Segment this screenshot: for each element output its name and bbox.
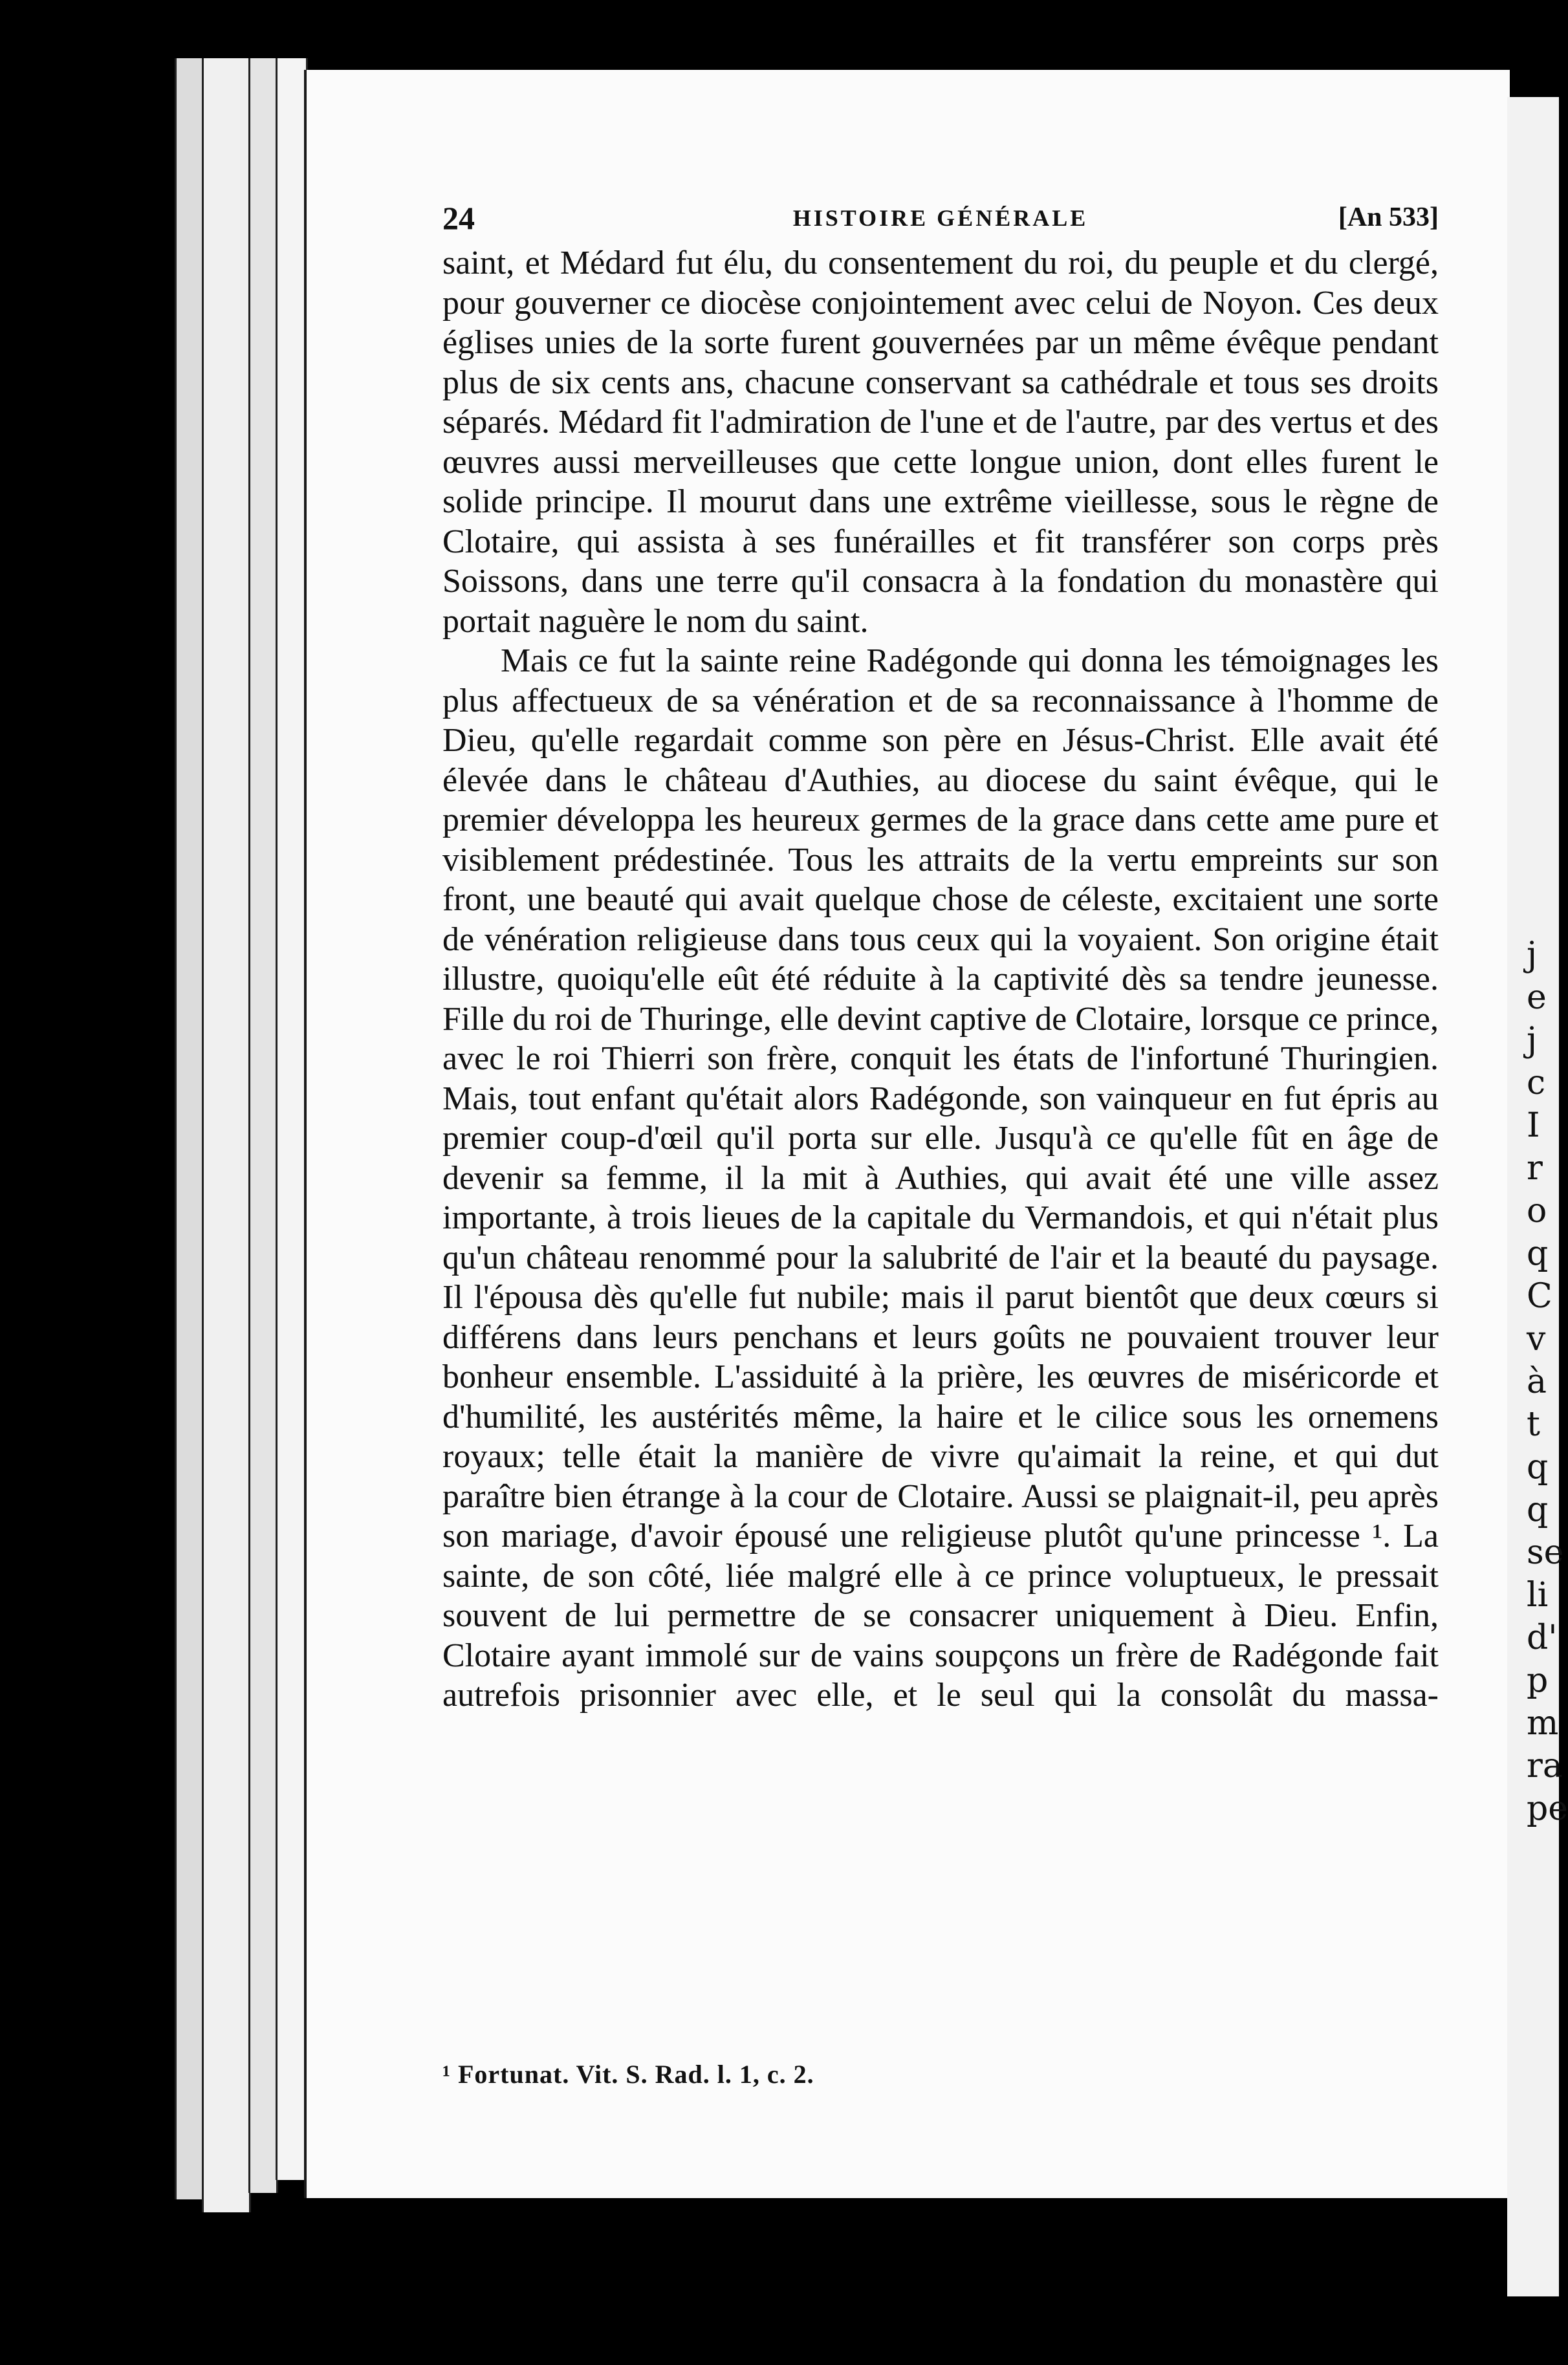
- book-page: [304, 70, 1510, 2198]
- page-edge: [276, 58, 308, 2180]
- adjacent-page-fragment: q: [1527, 1234, 1549, 1273]
- body-text: [442, 243, 1439, 1716]
- page-edge: [175, 58, 204, 2199]
- adjacent-page-fragment: ra: [1527, 1747, 1563, 1785]
- adjacent-page-fragment: p: [1527, 1661, 1549, 1700]
- adjacent-page-fragment: c: [1527, 1063, 1546, 1102]
- adjacent-page-fragment: à: [1527, 1362, 1547, 1401]
- adjacent-page-fragment: v: [1527, 1320, 1546, 1358]
- page-number: 24: [442, 200, 475, 236]
- adjacent-page-fragment: C: [1527, 1277, 1552, 1316]
- adjacent-page-fragment: j: [1527, 1021, 1538, 1060]
- adjacent-page-fragment: j: [1527, 935, 1538, 974]
- adjacent-page-fragment: pe: [1527, 1789, 1568, 1828]
- footnote: ¹ Fortunat. Vit. S. Rad. l. 1, c. 2.: [442, 2060, 814, 2089]
- adjacent-page-strip: [1507, 97, 1568, 2296]
- adjacent-page-fragment: I: [1527, 1106, 1540, 1145]
- paragraph: saint, et Médard fut élu, du consentement du roi, du peuple et du clergé, pour gouverner ce diocèse conjointement avec celui de Noyon. Ces deux églises unies de la sorte furent gouvernées par un même évêque pendant plus de six cents ans, chacune conservant sa cathédrale et tous ses droits séparés. Médard fit l'admiration de l'une et de l'autre, par des vertus et des œuvres aussi merveilleuses que cette longue union, dont elles furent le solide principe. Il mourut dans une extrême vieillesse, sous le règne de Clotaire, qui assista à ses funérailles et fit transférer son corps près Soissons, dans une terre qu'il consacra à la fondation du monastère qui portait naguère le nom du saint.: [442, 245, 1439, 640]
- adjacent-page-fragment: li: [1527, 1576, 1549, 1615]
- paragraph: Mais ce fut la sainte reine Radégonde qui donna les témoignages les plus affectueux de sa vénération et de sa reconnaissance à l'homme de Dieu, qu'elle regardait comme son père en Jésus-Christ. Elle avait été élevée dans le château d'Authies, au diocese du saint évêque, qui le premier développa les heureux germes de la grace dans cette ame pure et visiblement prédestinée. Tous les attraits de la vertu empreints sur son front, une beauté qui avait quelque chose de céleste, excitaient une sorte de vénération religieuse dans tous ceux qui la voyaient. Son origine était illustre, quoiqu'elle eût été réduite à la captivité dès sa tendre jeunesse. Fille du roi de Thuringe, elle devint captive de Clotaire, lorsque ce prince, avec le roi Thierri son frère, conquit les états de l'infortuné Thuringien. Mais, tout enfant qu'était alors Radégonde, son vainqueur en fut épris au premier coup-d'œil qu'il porta sur elle. Jusqu'à ce qu'elle fût en âge de devenir sa femme, il la mit à Authies, qui avait été une ville assez importante, à trois lieues de la capitale du Vermandois, et qui n'était plus qu'un château renommé pour la salubrité de l'air et la beauté du paysage. Il l'épousa dès qu'elle fut nubile; mais il parut bientôt que deux cœurs si différens dans leurs penchans et leurs goûts ne pouvaient trouver leur bonheur ensemble. L'assiduité à la prière, les œuvres de miséricorde et d'humilité, les austérités même, la haire et le cilice sous les ornemens royaux; telle était la manière de vivre qu'aimait la reine, et qui dut paraître bien étrange à la cour de Clotaire. Aussi se plaignait-il, peu après son mariage, d'avoir épousé une religieuse plutôt qu'une princesse ¹. La sainte, de son côté, liée malgré elle à ce prince voluptueux, le pressait souvent de lui permettre de se consacrer uniquement à Dieu. Enfin, Clotaire ayant immolé sur de vains soupçons un frère de Radégonde fait autrefois prisonnier avec elle, et le seul qui la consolât du massa-: [442, 642, 1439, 1714]
- adjacent-page-fragment: d': [1527, 1618, 1558, 1657]
- adjacent-page-fragment: e: [1527, 978, 1547, 1017]
- adjacent-page-fragment: m: [1527, 1704, 1559, 1743]
- adjacent-page-fragment: o: [1527, 1192, 1547, 1230]
- page-edge: [248, 58, 278, 2193]
- adjacent-page-fragment: t: [1527, 1405, 1540, 1444]
- adjacent-page-fragment: q: [1527, 1448, 1549, 1487]
- adjacent-page-fragment: q: [1527, 1490, 1549, 1529]
- adjacent-page-fragment: se: [1527, 1533, 1564, 1572]
- adjacent-page-fragment: r: [1527, 1149, 1543, 1188]
- running-title: HISTOIRE GÉNÉRALE: [792, 205, 1089, 231]
- year-marker: [An 533]: [1338, 202, 1439, 232]
- page-edge: [202, 58, 251, 2212]
- running-head: [442, 199, 1439, 245]
